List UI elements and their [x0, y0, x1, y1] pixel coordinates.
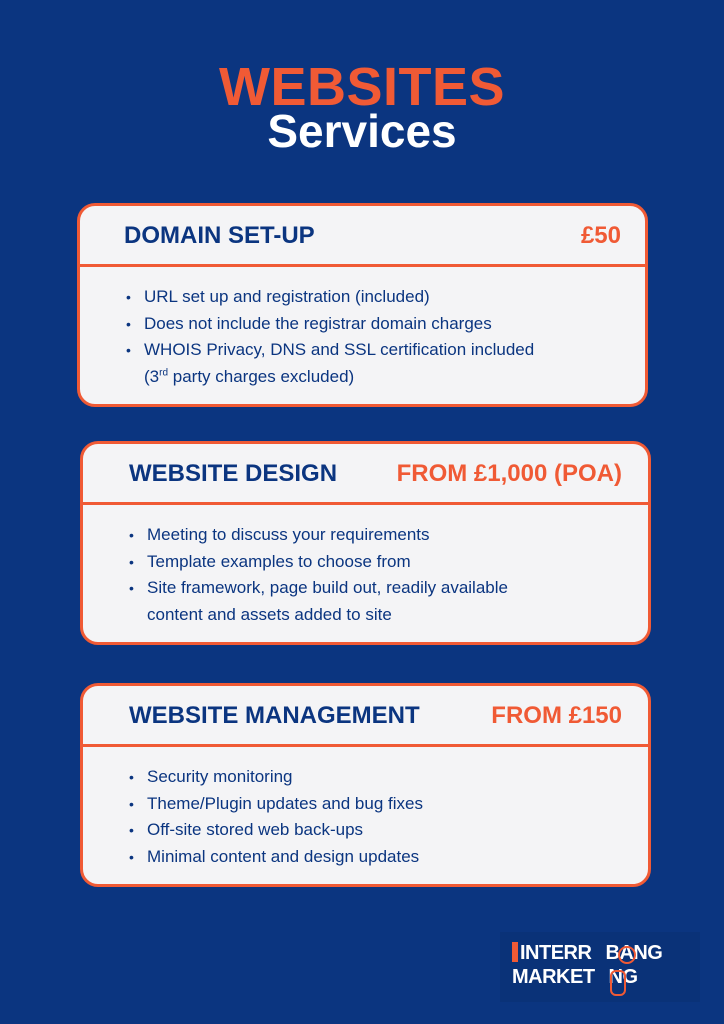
logo-o-mark — [618, 946, 636, 964]
brand-logo — [500, 932, 700, 1002]
service-card-website-design — [80, 441, 651, 645]
list-item-continuation: (3rd party charges excluded) — [144, 366, 355, 386]
bullet-dot-icon: • — [126, 315, 131, 332]
list-item: • Meeting to discuss your requirements — [127, 522, 508, 549]
card-header — [83, 444, 648, 505]
bullet-dot-icon: • — [129, 822, 134, 838]
bullet-dot-icon: • — [126, 342, 131, 358]
card-header — [83, 686, 648, 747]
service-name: WEBSITE MANAGEMENT — [129, 702, 420, 729]
logo-i-mark — [610, 970, 626, 996]
bullet-dot-icon: • — [129, 848, 134, 865]
list-item: • Does not include the registrar domain charges — [124, 311, 534, 338]
page-title: WEBSITES — [218, 57, 506, 117]
list-item: • Security monitoring — [127, 764, 423, 791]
bullet-dot-icon: • — [129, 769, 134, 785]
card-header — [80, 206, 645, 267]
bullet-dot-icon: • — [129, 795, 134, 812]
feature-list — [127, 764, 423, 870]
service-card-website-management — [80, 683, 651, 887]
logo-line-2: MARKET NG — [512, 966, 638, 988]
service-name: WEBSITE DESIGN — [129, 460, 338, 487]
page-subtitle: Services — [267, 105, 457, 157]
list-item: • Off-site stored web back-ups — [127, 817, 423, 844]
list-item: • Minimal content and design updates — [127, 844, 423, 871]
list-item: • Template examples to choose from — [127, 549, 508, 576]
bullet-dot-icon: • — [129, 527, 134, 543]
list-item: • Theme/Plugin updates and bug fixes — [127, 791, 423, 818]
service-name: DOMAIN SET-UP — [124, 222, 315, 249]
service-card-domain-setup — [77, 203, 648, 407]
feature-list — [127, 522, 508, 628]
bullet-dot-icon: • — [129, 553, 134, 570]
bullet-dot-icon: • — [129, 580, 134, 596]
list-item: • Site framework, page build out, readily available content and assets added to site — [127, 575, 508, 628]
service-price: £50 — [580, 222, 621, 249]
list-item: • URL set up and registration (included) — [124, 284, 534, 311]
service-price: FROM £150 — [491, 702, 622, 729]
logo-line-1: INTERR BANG — [520, 942, 663, 964]
bullet-dot-icon: • — [126, 289, 131, 305]
list-item: • WHOIS Privacy, DNS and SSL certification included (3rd party charges excluded) — [124, 337, 534, 390]
list-item-continuation: content and assets added to site — [147, 604, 392, 624]
feature-list — [124, 284, 534, 390]
service-price: FROM £1,000 (POA) — [396, 460, 622, 487]
